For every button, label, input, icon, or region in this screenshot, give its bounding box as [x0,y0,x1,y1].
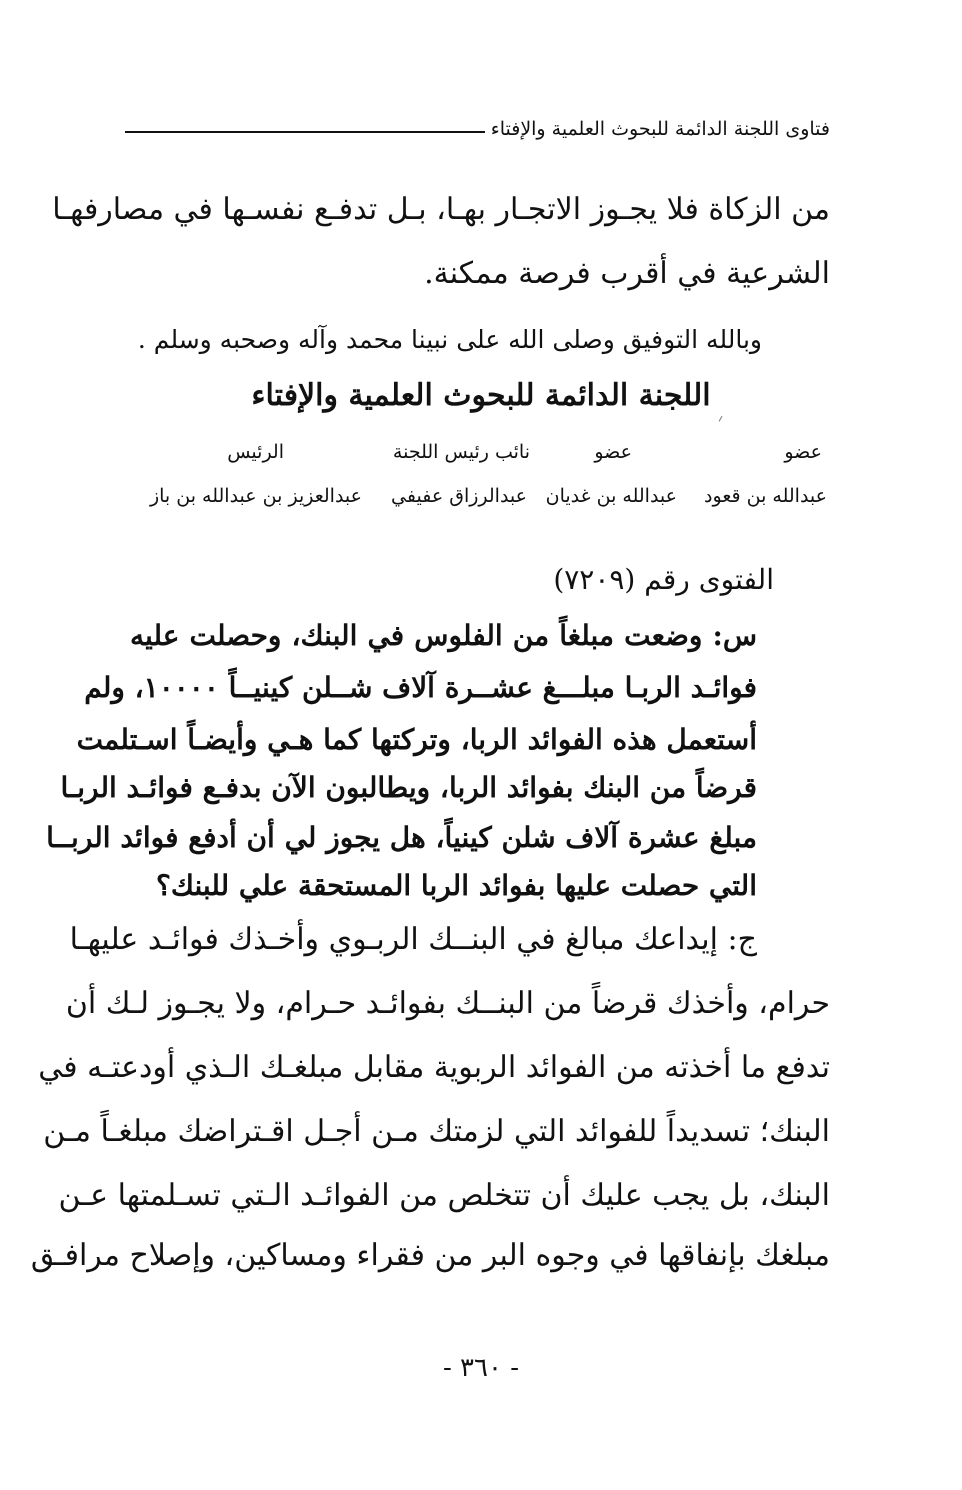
fatwa-number: الفتوى رقم (٧٢٠٩) [553,563,774,596]
signatory-name: عبدالعزيز بن عبدالله بن باز [149,485,362,507]
answer-line: حرام، وأخذك قرضاً من البنــك بفوائـد حـرام، ولا يجـوز لـك أن [65,986,830,1021]
question-line: أستعمل هذه الفوائد الربا، وتركتها كما هـي وأيضـاً اسـتلمت [76,723,757,756]
question-line: قرضاً من البنك بفوائد الربا، ويطالبون الآن بدفـع فوائـد الربـا [60,771,757,804]
signatory-name: عبدالله بن قعود [704,485,827,507]
committee-title: اللجنة الدائمة للبحوث العلمية والإفتاء [251,378,711,413]
header-title: فتاوى اللجنة الدائمة للبحوث العلمية والإفتاء [490,118,830,140]
question-line: مبلغ عشرة آلاف شلن كينياً، هل يجوز لي أن أدفع فوائد الربــا [46,821,757,854]
signatory-role: نائب رئيس اللجنة [392,441,530,463]
intro-line: الشرعية في أقرب فرصة ممكنة. [424,256,830,291]
signatory-role: الرئيس [227,441,284,463]
page-number: - ٣٦٠ - [442,1353,520,1383]
signatory-name: عبدالله بن غديان [545,485,677,507]
answer-line: البنك، بل يجب عليك أن تتخلص من الفوائـد الـتي تسـلمتها عـن [58,1178,830,1213]
intro-line: من الزكاة فلا يجـوز الاتجـار بهـا، بـل تدفـع نفسـها في مصارفهـا [52,192,830,227]
answer-line: تدفع ما أخذته من الفوائد الربوية مقابل مبلغـك الـذي أودعتـه في [38,1050,830,1085]
question-line: س: وضعت مبلغاً من الفلوس في البنك، وحصلت عليه [130,619,757,652]
signatory-role: عضو [594,441,632,463]
answer-line: ج: إيداعك مبالغ في البنــك الربـوي وأخـذك فوائـد عليهـا [69,922,757,957]
question-line: فوائـد الربـا مبلـــغ عشــرة آلاف شــلن كينيــاً ١٠٠٠٠، ولم [84,671,757,704]
closing-formula: وبالله التوفيق وصلى الله على نبينا محمد وآله وصحبه وسلم . [137,325,762,354]
question-line: التي حصلت عليها بفوائد الربا المستحقة علي للبنك؟ [156,869,757,902]
answer-line: مبلغك بإنفاقها في وجوه البر من فقراء ومساكين، وإصلاح مرافـق [30,1238,830,1273]
answer-line: البنك؛ تسديداً للفوائد التي لزمتك مـن أجـل اقـتراضك مبلغـاً مـن [43,1114,830,1149]
signatory-name: عبدالرزاق عفيفي [391,485,527,507]
header-rule [125,131,485,133]
signatory-role: عضو [784,441,822,463]
running-header [125,118,830,140]
